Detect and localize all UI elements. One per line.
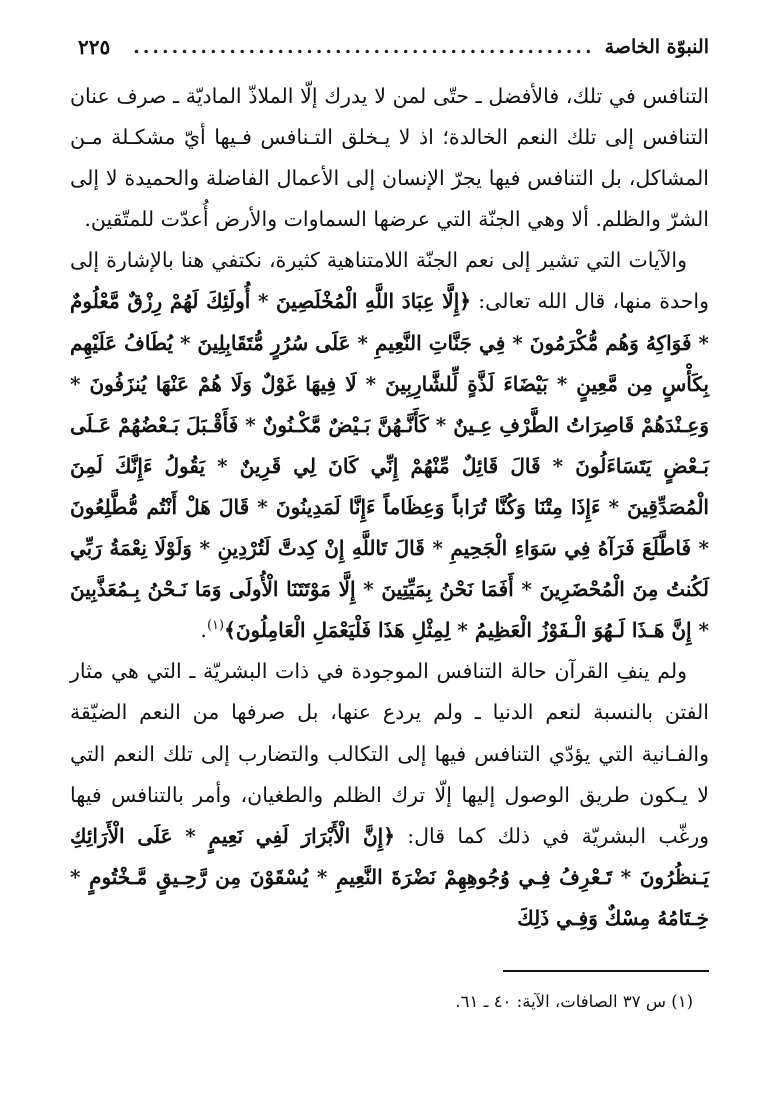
page-number: ٢٢٥ [78, 35, 111, 59]
paragraph-3-intro: ولم ينفِ القرآن حالة التنافس الموجودة في ذات البشريّة ـ التي هي مثار الفتن بالنسبة لنعم الدنيا ـ ولم يردع عنها، بل صرفها من النعم الضيّقة والفـانية التي يؤدّي التنافس فيها إلى التكالب والتضارب إلى تلك النعم التي لا يـكون طريق الوصول إليها إلّا ترك الظلم والطغيان، وأمر بالتنافس فيها ورغّب البشريّة في ذلك كما قال: [70, 659, 709, 848]
paragraph-1: التنافس في تلك، فالأفضل ـ حتّى لمن لا يدرك إلّا الملاذّ الماديّة ـ صرف عنان التنافس إلى تلك النعم الخالدة؛ اذ لا يـخلق التـنافس فـيها أيّ مشكـلة مـن المشاكل، بل التنافس فيها يجرّ الإنسان إلى الأعمال الفاضلة والحميدة لا إلى الشرّ والظلم. ألا وهي الجنّة التي عرضها السماوات والأرض أُعدّت للمتّقين. [70, 84, 709, 232]
quran-verse-2: ﴿إِنَّ الْأَبْرَارَ لَفِي نَعِيمٍ * عَلَى الْأَرَائِكِ يَـنظُرُونَ * تَـعْرِفُ فِـي وُجُوهِهِمْ نَضْرَةَ النَّعِيمِ * يُسْقَوْنَ مِن رَّحِـيقٍ مَّـخْتُومٍ * خِـتَامُهُ مِسْكٌ وَفِـي ذَلِكَ [70, 823, 709, 930]
footnote-divider [503, 970, 709, 972]
header-leader-dots: ................................................ [133, 36, 595, 58]
paragraph-2 [70, 240, 709, 651]
book-title: النبوّة الخاصة [604, 36, 709, 58]
footnote-reference[interactable]: (١) [206, 618, 225, 634]
quran-verse-1: ﴿إِلَّا عِبَادَ اللَّهِ الْمُخْلَصِينَ * أُولَئِكَ لَهُمْ رِزْقٌ مَّعْلُومٌ * فَوَاكِهُ وَهُم مُّكْرَمُونَ * فِي جَنَّاتِ النَّعِيمِ * عَلَى سُرُرٍ مُّتَقَابِلِينَ * يُطَافُ عَلَيْهِم بِكَأْسٍ مِن مَّعِينٍ * بَيْضَاءَ لَذَّةٍ لِّلشَّارِبِينَ * لَا فِيهَا غَوْلٌ وَلَا هُمْ عَنْهَا يُنزَفُونَ * وَعِـنْدَهُمْ قَاصِرَاتُ الطَّرْفِ عِـينٌ * كَأَنَّـهُنَّ بَـيْضٌ مَّكْـنُونٌ * فَأَقْـبَلَ بَـعْضُهُمْ عَـلَى بَـعْضٍ يَتَسَاءَلُونَ * قَالَ قَائِلٌ مِّنْهُمْ إِنِّي كَانَ لِي قَرِينٌ * يَقُولُ ءَإِنَّكَ لَمِنَ الْمُصَدِّقِينَ * ءَإِذَا مِتْنَا وَكُنَّا تُرَاباً وَعِظَاماً ءَإِنَّا لَمَدِينُونَ * قَالَ هَلْ أَنْتُم مُّطَّلِعُونَ * فَاطَّلَعَ فَرَآهُ فِي سَوَاءِ الْجَحِيمِ * قَالَ تَاللَّهِ إِنْ كِدتَّ لَتُرْدِينِ * وَلَوْلَا نِعْمَةُ رَبِّي لَكُنتُ مِنَ الْمُحْضَرِينَ * أَفَمَا نَحْنُ بِمَيِّتِينَ * إِلَّا مَوْتَتَنَا الْأُولَى وَمَا نَـحْنُ بِـمُعَذَّبِينَ * إِنَّ هَـذَا لَـهُوَ الْـفَوْزُ الْعَظِيمُ * لِمِثْلِ هَذَا فَلْيَعْمَلِ الْعَامِلُونَ﴾ [70, 289, 709, 643]
paragraph-2-intro: والآيات التي تشير إلى نعم الجنّة اللامتناهية كثيرة، نكتفي هنا بالإشارة إلى واحدة منها، قال الله تعالى: [70, 248, 709, 314]
paragraph-3 [70, 651, 709, 939]
footnote: (١) س ٣٧ الصافات، الآية: ٤٠ ـ ٦١. [455, 992, 693, 1011]
main-text [70, 76, 709, 939]
paragraph-2-end: . [200, 618, 207, 643]
running-header [78, 30, 709, 64]
